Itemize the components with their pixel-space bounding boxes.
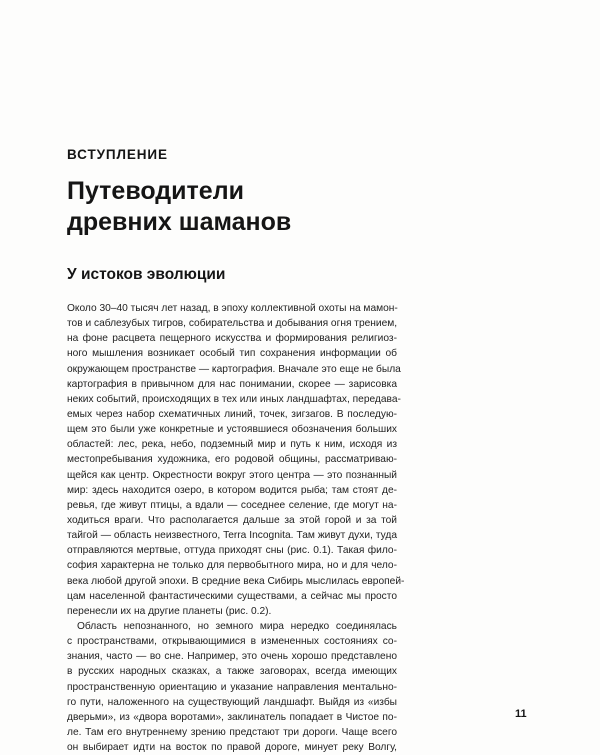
text-line: знания, часто — во сне. Например, это очень хорошо представлено <box>67 651 397 663</box>
text-line: неких событий, происходящих в тех или иных ландшафтах, передава- <box>67 393 401 405</box>
text-line: века любой другой эпохи. В средние века Сибирь мыслилась европей- <box>67 575 405 587</box>
section-subtitle: У истоков эволюции <box>67 266 226 283</box>
text-line: картография в привычном для нас понимании, скорее — зарисовка <box>67 378 397 390</box>
text-line: ревья, где живут птицы, а вдали — соседнее селение, где могут на- <box>67 499 397 511</box>
text-line: пространственную ориентацию и указание направления ментально- <box>67 681 397 693</box>
chapter-title-line: древних шаманов <box>67 208 292 236</box>
text-line: на фоне расцвета пещерного искусства и формирования религиоз- <box>67 333 397 345</box>
text-line: цам населенной фантастическими существами, а сейчас мы просто <box>67 590 397 602</box>
text-line: он выбирает идти на восток по правой дороге, минует реку Волгу, <box>67 742 397 754</box>
text-line: емых через набор схематичных линий, точек, зигзагов. В последую- <box>67 408 397 420</box>
text-line: тайгой — область неизвестного, Terra Incognita. Там живут духи, туда <box>67 530 397 542</box>
text-line: Область непознанного, но земного мира нередко соединялась <box>77 620 397 632</box>
text-line: местопребывания художника, его родовой общины, рассматриваю- <box>67 454 397 466</box>
body-text <box>67 301 405 755</box>
chapter-title <box>67 176 291 238</box>
section-label: ВСТУПЛЕНИЕ <box>67 147 168 162</box>
text-line: щейся как центр. Окрестности вокруг этого центра — это познанный <box>67 469 397 481</box>
text-line: Около 30–40 тысяч лет назад, в эпоху коллективной охоты на мамон- <box>67 303 398 314</box>
text-line: щем это были уже конкретные и устоявшиеся обозначения больших <box>67 424 397 436</box>
text-line: мир: здесь находится озеро, в котором водится рыба; там стоят де- <box>67 484 397 496</box>
text-line: ходиться враги. Что располагается дальше за этой горой и за той <box>67 514 397 526</box>
page-number: 11 <box>515 708 527 720</box>
text-line: в русских народных сказках, а также заговорах, всегда имеющих <box>67 666 397 678</box>
text-line: тов и саблезубых тигров, собирательства и добывания огня трением, <box>67 318 398 330</box>
text-line: софия характерна не только для первобытного мира, но и для чело- <box>67 560 397 572</box>
text-line: отправляются мертвые, оттуда приходят сны (рис. 0.1). Такая фило- <box>67 545 397 557</box>
text-line: с пространствами, открывающимися в измененных состояниях со- <box>67 636 397 648</box>
text-line: ле. Там его внутреннему зрению предстают три дороги. Чаще всего <box>67 726 397 738</box>
text-line: ного мышления возникает особый тип сохранения информации об <box>67 348 397 360</box>
text-line: го пути, наложенного на существующий ландшафт. Выйдя из «избы <box>67 696 397 708</box>
text-line: дверьми», из «двора воротами», заклинатель попадает в Чистое по- <box>67 711 397 723</box>
text-line: окружающем пространстве — картография. Вначале это еще не была <box>67 363 401 375</box>
chapter-title-line: Путеводители <box>67 177 244 205</box>
text-line: областей: лес, река, небо, подземный мир и путь к ним, исходя из <box>67 439 397 451</box>
text-line: перенесли их на другие планеты (рис. 0.2). <box>67 605 272 617</box>
